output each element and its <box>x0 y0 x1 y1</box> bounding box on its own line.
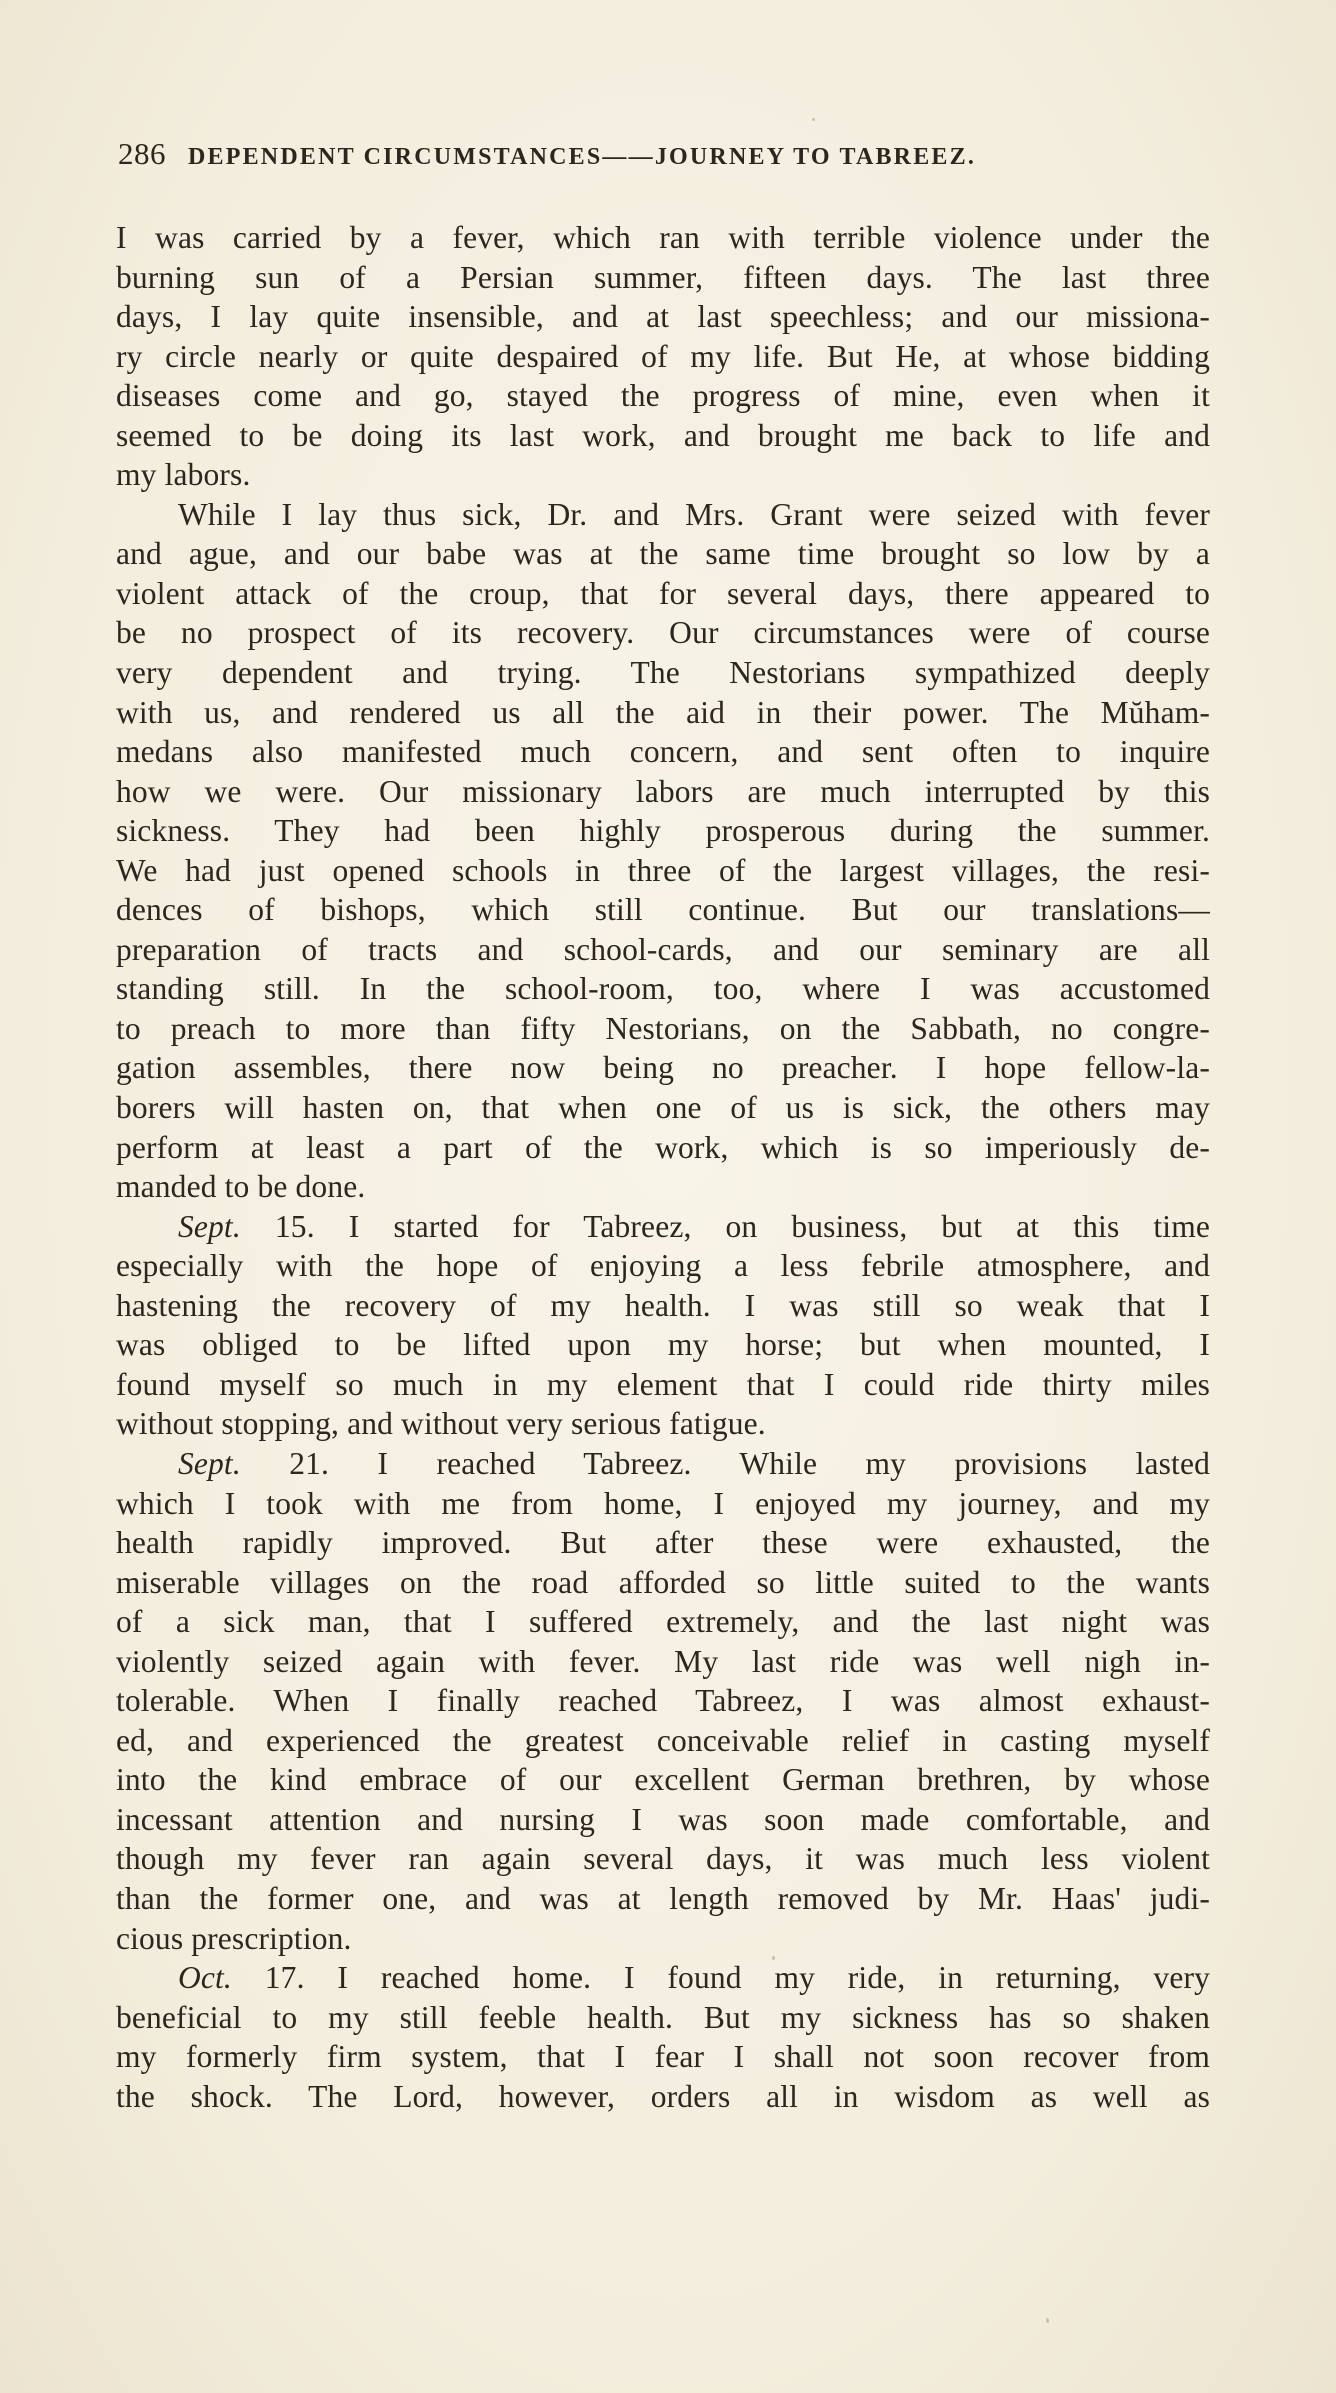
line-text: borers will hasten on, that when one of us is sick, the others may <box>116 1090 1210 1126</box>
text-line <box>116 1207 1210 1247</box>
text-line <box>116 613 1210 653</box>
text-line <box>116 1128 1210 1168</box>
text-line <box>116 297 1210 337</box>
text-line <box>116 1009 1210 1049</box>
line-text: beneficial to my still feeble health. But my sickness has so shaken <box>116 1999 1210 2035</box>
line-text: perform at least a part of the work, which is so imperiously de- <box>116 1129 1210 1165</box>
line-text: miserable villages on the road afforded so little suited to the wants <box>116 1564 1210 1600</box>
line-text: into the kind embrace of our excellent German brethren, by whose <box>116 1762 1210 1798</box>
text-line <box>116 1760 1210 1800</box>
text-line <box>116 969 1210 1009</box>
text-line <box>116 1919 1210 1959</box>
body-text <box>116 218 1210 2116</box>
line-text: very dependent and trying. The Nestorians sympathized deeply <box>116 655 1210 691</box>
line-text: the shock. The Lord, however, orders all in wisdom as well as <box>116 2078 1210 2114</box>
text-line <box>116 1958 1210 1998</box>
text-line <box>116 890 1210 930</box>
line-text: 17. I reached home. I found my ride, in returning, very <box>231 1960 1210 1996</box>
text-line <box>116 337 1210 377</box>
line-text: than the former one, and was at length removed by Mr. Haas' judi- <box>116 1880 1210 1916</box>
line-text: cious prescription. <box>116 1920 352 1956</box>
text-line <box>116 772 1210 812</box>
line-text: preparation of tracts and school-cards, and our seminary are all <box>116 931 1210 967</box>
text-line <box>116 930 1210 970</box>
text-line <box>116 1721 1210 1761</box>
line-text: gation assembles, there now being no preacher. I hope fellow-la- <box>116 1050 1210 1086</box>
line-text: While I lay thus sick, Dr. and Mrs. Grant were seized with fever <box>178 496 1210 532</box>
text-line <box>116 851 1210 891</box>
line-text: hastening the recovery of my health. I was still so weak that I <box>116 1287 1210 1323</box>
line-text: violent attack of the croup, that for several days, there appeared to <box>116 575 1210 611</box>
running-head: DEPENDENT CIRCUMSTANCES——JOURNEY TO TABREEZ. <box>188 144 977 170</box>
text-line <box>116 1563 1210 1603</box>
page-number: 286 <box>118 136 166 171</box>
line-text: was obliged to be lifted upon my horse; but when mounted, I <box>116 1327 1210 1363</box>
line-text: my labors. <box>116 457 251 493</box>
page-header <box>118 136 1178 176</box>
text-line <box>116 258 1210 298</box>
line-text: health rapidly improved. But after these were exhausted, the <box>116 1525 1210 1561</box>
text-line <box>116 1879 1210 1919</box>
line-text: days, I lay quite insensible, and at last speechless; and our missiona- <box>116 299 1210 335</box>
line-text: dences of bishops, which still continue. But our translations— <box>116 892 1210 928</box>
text-line <box>116 218 1210 258</box>
text-line <box>116 1681 1210 1721</box>
text-line <box>116 1286 1210 1326</box>
text-line <box>116 376 1210 416</box>
text-line <box>116 574 1210 614</box>
line-text: incessant attention and nursing I was soon made comfortable, and <box>116 1801 1210 1837</box>
line-text: sickness. They had been highly prosperous during the summer. <box>116 813 1210 849</box>
text-line <box>116 1088 1210 1128</box>
text-line <box>116 1484 1210 1524</box>
line-text: especially with the hope of enjoying a less febrile atmosphere, and <box>116 1248 1210 1284</box>
line-text: which I took with me from home, I enjoyed my journey, and my <box>116 1485 1210 1521</box>
paper-speck <box>772 1956 775 1960</box>
text-line <box>116 1444 1210 1484</box>
line-text: ry circle nearly or quite despaired of my life. But He, at whose bidding <box>116 338 1210 374</box>
text-line <box>116 1642 1210 1682</box>
line-text: diseases come and go, stayed the progress of mine, even when it <box>116 378 1210 414</box>
line-text: with us, and rendered us all the aid in their power. The Mŭham- <box>116 694 1210 730</box>
text-line <box>116 1365 1210 1405</box>
entry-date: Oct. <box>178 1960 232 1996</box>
line-text: I was carried by a fever, which ran with terrible violence under the <box>116 220 1210 255</box>
text-line <box>116 732 1210 772</box>
line-text: of a sick man, that I suffered extremely, and the last night was <box>116 1604 1210 1640</box>
text-line <box>116 495 1210 535</box>
paper-speck <box>812 118 815 121</box>
line-text: and ague, and our babe was at the same time brought so low by a <box>116 536 1210 572</box>
line-text: without stopping, and without very serious fatigue. <box>116 1406 766 1442</box>
line-text: We had just opened schools in three of the largest villages, the resi- <box>116 852 1210 888</box>
line-text: violently seized again with fever. My last ride was well nigh in- <box>116 1643 1210 1679</box>
paper-speck <box>1046 2318 1049 2323</box>
text-line <box>116 1602 1210 1642</box>
line-text: medans also manifested much concern, and sent often to inquire <box>116 734 1210 770</box>
line-text: found myself so much in my element that I could ride thirty miles <box>116 1366 1210 1402</box>
line-text: standing still. In the school-room, too, where I was accustomed <box>116 971 1210 1007</box>
text-line <box>116 1998 1210 2038</box>
text-line <box>116 416 1210 456</box>
text-line <box>116 2037 1210 2077</box>
line-text: manded to be done. <box>116 1169 366 1205</box>
entry-date: Sept. <box>178 1208 241 1244</box>
text-line <box>116 693 1210 733</box>
line-text: be no prospect of its recovery. Our circumstances were of course <box>116 615 1210 651</box>
line-text: though my fever ran again several days, it was much less violent <box>116 1841 1210 1877</box>
line-text: to preach to more than fifty Nestorians, on the Sabbath, no congre- <box>116 1010 1210 1046</box>
text-line <box>116 534 1210 574</box>
text-line <box>116 1523 1210 1563</box>
text-line <box>116 1167 1210 1207</box>
line-text: burning sun of a Persian summer, fifteen days. The last three <box>116 259 1210 295</box>
line-text: ed, and experienced the greatest conceivable relief in casting myself <box>116 1722 1210 1758</box>
line-text: my formerly firm system, that I fear I shall not soon recover from <box>116 2039 1210 2075</box>
text-line <box>116 2077 1210 2117</box>
text-line <box>116 1404 1210 1444</box>
text-line <box>116 1246 1210 1286</box>
text-line <box>116 1800 1210 1840</box>
line-text: 21. I reached Tabreez. While my provisions lasted <box>240 1445 1210 1481</box>
text-line <box>116 1048 1210 1088</box>
text-line <box>116 653 1210 693</box>
text-line <box>116 1839 1210 1879</box>
text-line <box>116 1325 1210 1365</box>
line-text: tolerable. When I finally reached Tabreez, I was almost exhaust- <box>116 1683 1210 1719</box>
entry-date: Sept. <box>178 1445 241 1481</box>
text-line <box>116 455 1210 495</box>
line-text: seemed to be doing its last work, and brought me back to life and <box>116 417 1210 453</box>
line-text: how we were. Our missionary labors are much interrupted by this <box>116 773 1210 809</box>
text-line <box>116 811 1210 851</box>
line-text: 15. I started for Tabreez, on business, but at this time <box>240 1208 1210 1244</box>
